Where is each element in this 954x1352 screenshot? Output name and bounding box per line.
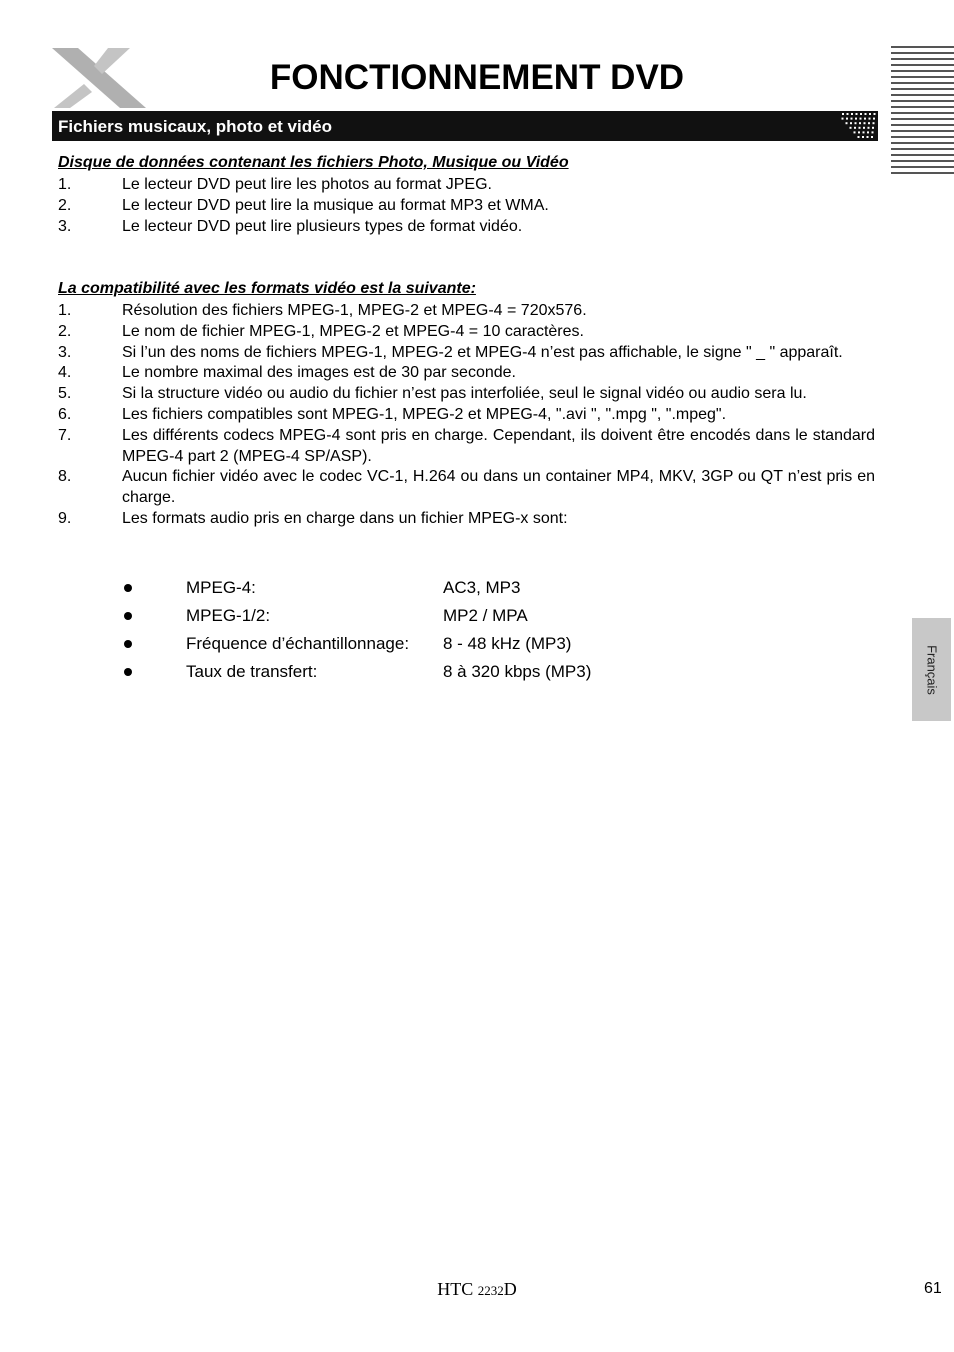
pattern-dot bbox=[855, 122, 857, 124]
pattern-dot bbox=[874, 113, 876, 115]
stripe-line bbox=[891, 160, 954, 162]
stripe-line bbox=[891, 106, 954, 108]
pattern-dot bbox=[863, 131, 865, 133]
pattern-dot bbox=[873, 122, 875, 124]
pattern-dot bbox=[847, 113, 849, 115]
pattern-dot bbox=[868, 127, 870, 129]
footer-model-name: HTC 2232D bbox=[437, 1279, 517, 1299]
list-item: 3. Le lecteur DVD peut lire plusieurs types de format vidéo. bbox=[58, 217, 523, 235]
stripe-line bbox=[891, 46, 954, 48]
pattern-dot bbox=[858, 136, 860, 138]
section-title: Fichiers musicaux, photo et vidéo bbox=[58, 117, 332, 136]
list-item: 8. Aucun fichier vidéo avec le codec VC-1, H.264 ou dans un container MP4, MKV, 3GP ou QT n’est pris en charge. bbox=[58, 468, 875, 507]
stripe-line bbox=[891, 76, 954, 78]
stripe-line bbox=[891, 88, 954, 90]
list-item: 9. Les formats audio pris en charge dans un fichier MPEG-x sont: bbox=[58, 509, 568, 527]
stripe-line bbox=[891, 118, 954, 120]
pattern-dot bbox=[850, 122, 852, 124]
bullet-icon bbox=[124, 640, 132, 648]
page-number: 61 bbox=[924, 1280, 942, 1297]
section-header-bar bbox=[52, 111, 878, 141]
bullet-icon bbox=[124, 584, 132, 592]
pattern-dot bbox=[869, 113, 871, 115]
list-item: 1. Le lecteur DVD peut lire les photos au format JPEG. bbox=[58, 176, 492, 193]
pattern-dot bbox=[860, 113, 862, 115]
video-compat-heading: La compatibilité avec les formats vidéo est la suivante: bbox=[58, 280, 476, 297]
pattern-dot bbox=[865, 113, 867, 115]
pattern-dot bbox=[872, 131, 874, 133]
stripe-line bbox=[891, 142, 954, 144]
pattern-dot bbox=[846, 118, 848, 120]
pattern-dot bbox=[873, 118, 875, 120]
pattern-dot bbox=[863, 127, 865, 129]
stripe-line bbox=[891, 172, 954, 174]
data-disc-heading: Disque de données contenant les fichiers Photo, Musique ou Vidéo bbox=[58, 154, 569, 171]
stripe-line bbox=[891, 82, 954, 84]
stripe-line bbox=[891, 136, 954, 138]
list-item: 4. Le nombre maximal des images est de 30 par seconde. bbox=[58, 364, 516, 382]
stripe-line bbox=[891, 130, 954, 132]
stripe-line bbox=[891, 94, 954, 96]
pattern-dot bbox=[864, 118, 866, 120]
bullet-icon bbox=[124, 612, 132, 620]
pattern-dot bbox=[864, 122, 866, 124]
pattern-dot bbox=[851, 118, 853, 120]
list-item: 3. Si l’un des noms de fichiers MPEG-1, MPEG-2 et MPEG-4 n’est pas affichable, le signe " _ " apparaît. bbox=[58, 343, 843, 361]
pattern-dot bbox=[855, 118, 857, 120]
stripe-line bbox=[891, 64, 954, 66]
stripe-line bbox=[891, 124, 954, 126]
pattern-dot bbox=[867, 136, 869, 138]
pattern-dot bbox=[858, 131, 860, 133]
stripe-line bbox=[891, 154, 954, 156]
list-item: 6. Les fichiers compatibles sont MPEG-1, MPEG-2 et MPEG-4, ".avi ", ".mpg ", ".mpeg". bbox=[58, 405, 727, 423]
stripe-line bbox=[891, 148, 954, 150]
pattern-dot bbox=[851, 113, 853, 115]
pattern-dot bbox=[860, 118, 862, 120]
language-tab bbox=[912, 618, 951, 721]
pattern-dot bbox=[869, 118, 871, 120]
list-item: 2. Le nom de fichier MPEG-1, MPEG-2 et MPEG-4 = 10 caractères. bbox=[58, 322, 584, 340]
pattern-dot bbox=[859, 127, 861, 129]
pattern-dot bbox=[867, 131, 869, 133]
stripe-line bbox=[891, 58, 954, 60]
pattern-dot bbox=[854, 127, 856, 129]
language-tab-label: Français bbox=[924, 644, 939, 695]
pattern-dot bbox=[854, 131, 856, 133]
section-bar-dot-pattern bbox=[838, 111, 878, 141]
pattern-dot bbox=[850, 127, 852, 129]
pattern-dot bbox=[872, 127, 874, 129]
list-item: 1. Résolution des fichiers MPEG-1, MPEG-2 et MPEG-4 = 720x576. bbox=[58, 302, 587, 319]
stripe-line bbox=[891, 100, 954, 102]
pattern-dot bbox=[842, 118, 844, 120]
pattern-dot bbox=[868, 122, 870, 124]
bullet-icon bbox=[124, 668, 132, 676]
page-title: FONCTIONNEMENT DVD bbox=[269, 58, 685, 97]
pattern-dot bbox=[856, 113, 858, 115]
pattern-dot bbox=[859, 122, 861, 124]
stripe-line bbox=[891, 52, 954, 54]
pattern-dot bbox=[842, 113, 844, 115]
pattern-dot bbox=[871, 136, 873, 138]
list-item: 7. Les différents codecs MPEG-4 sont pris en charge. Cependant, ils doivent être encodés dans le standard MPEG-4 part 2 (MPEG-4 SP/ASP). bbox=[58, 426, 875, 465]
stripe-line bbox=[891, 166, 954, 168]
video-compat-list bbox=[58, 301, 875, 530]
data-disc-list bbox=[58, 175, 875, 237]
pattern-dot bbox=[846, 122, 848, 124]
list-item: 5. Si la structure vidéo ou audio du fichier n’est pas interfoliée, seul le signal vidéo ou audio sera lu. bbox=[58, 385, 807, 403]
stripe-line bbox=[891, 112, 954, 114]
list-item: 2. Le lecteur DVD peut lire la musique au format MP3 et WMA. bbox=[58, 196, 549, 214]
pattern-dot bbox=[862, 136, 864, 138]
decorative-stripes bbox=[889, 44, 954, 174]
stripe-line bbox=[891, 70, 954, 72]
